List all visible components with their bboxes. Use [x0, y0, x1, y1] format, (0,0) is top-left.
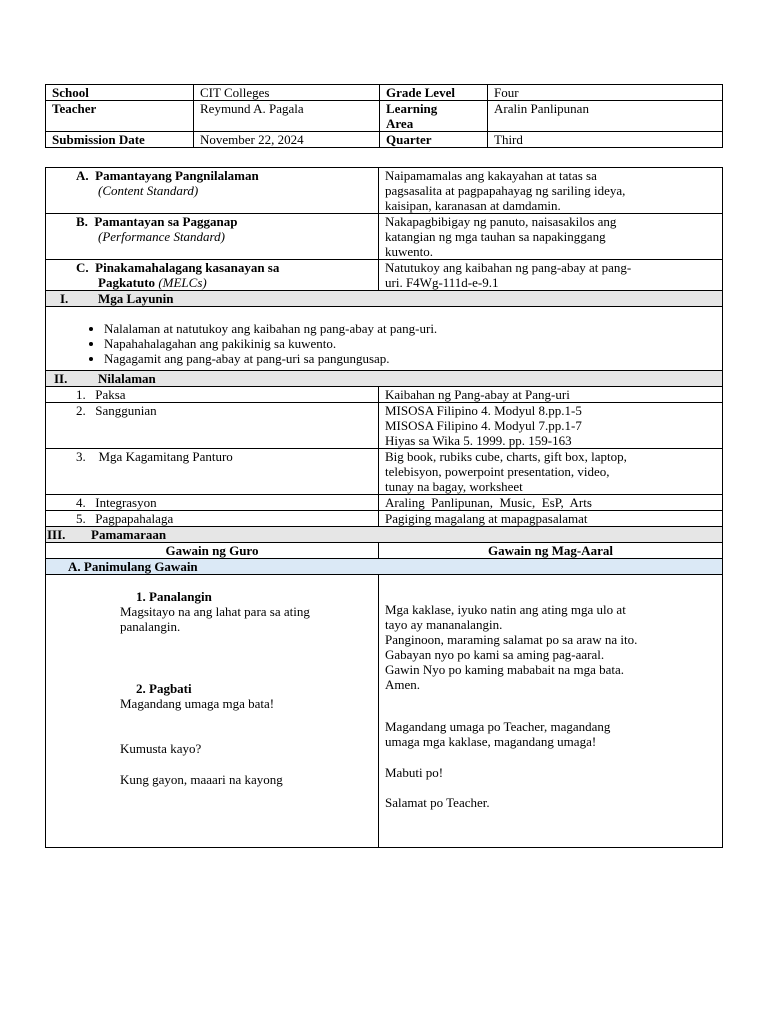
subsection-title: A. Panimulang Gawain [46, 559, 723, 575]
standard-line: Nakapagbibigay ng panuto, naisasakilos ang [385, 214, 617, 229]
standard-letter: A. [76, 168, 89, 183]
list-item: • Napahahalagahan ang pakikinig sa kuwento. [104, 336, 716, 351]
table-row [46, 495, 723, 511]
header-table [45, 84, 723, 148]
teacher-label: Teacher [46, 101, 194, 132]
standard-description [379, 260, 723, 291]
standard-title: Pamantayang Pangnilalaman [95, 168, 259, 183]
item-number: 2. [76, 403, 86, 418]
section-roman: I. [60, 291, 69, 306]
student-activity [379, 575, 723, 848]
quarter-value: Third [488, 132, 723, 148]
learning-area-label [380, 101, 488, 132]
table-row [46, 511, 723, 527]
item-value: Araling Panlipunan, Music, EsP, Arts [385, 495, 592, 510]
teacher-line: Magandang umaga mga bata! [120, 696, 275, 711]
item-number: 4. [76, 495, 86, 510]
standard-title: Pamantayan sa Pagganap [94, 214, 238, 229]
standard-row [46, 260, 723, 291]
column-header-row [46, 543, 723, 559]
objectives-row [46, 307, 723, 371]
student-line: Panginoon, maraming salamat po sa araw na ito. [385, 632, 638, 647]
teacher-line: Magsitayo na ang lahat para sa ating [120, 604, 310, 619]
objectives-list [52, 321, 716, 366]
table-row [46, 403, 723, 449]
subsection-header [46, 559, 723, 575]
column-header-student: Gawain ng Mag-Aaral [379, 543, 723, 559]
student-line: tayo ay mananalangin. [385, 617, 503, 632]
section-roman: III. [47, 527, 66, 542]
standard-line: kuwento. [385, 244, 434, 259]
section-title: Pamamaraan [91, 527, 167, 542]
student-line: Amen. [385, 677, 421, 692]
standard-line: kaisipan, karanasan at damdamin. [385, 198, 561, 213]
standard-line: Naipamamalas ang kakayahan at tatas sa [385, 168, 597, 183]
item-label: Pagpapahalaga [95, 511, 174, 526]
item-number: 3. [76, 449, 86, 464]
section-header-layunin [46, 291, 723, 307]
student-line: Mabuti po! [385, 765, 444, 780]
standard-letter: B. [76, 214, 88, 229]
teacher-line: Kung gayon, maaari na kayong [120, 772, 283, 787]
item-value: Kaibahan ng Pang-abay at Pang-uri [385, 387, 570, 402]
standard-letter: C. [76, 260, 89, 275]
item-label: Paksa [95, 387, 126, 402]
list-item: • Nalalaman at natutukoy ang kaibahan ng pang-abay at pang-uri. [104, 321, 716, 336]
submission-date-value: November 22, 2024 [194, 132, 380, 148]
table-row [46, 387, 723, 403]
column-header-teacher: Gawain ng Guro [46, 543, 379, 559]
section-roman: II. [54, 371, 68, 386]
section-header-pamamaraan [46, 527, 723, 543]
student-line: Gawin Nyo po kaming mababait na mga bata. [385, 662, 624, 677]
standard-title: Pinakamahalagang kasanayan sa [95, 260, 280, 275]
section-title: Mga Layunin [98, 291, 174, 306]
standard-line: Natutukoy ang kaibahan ng pang-abay at pang- [385, 260, 632, 275]
item-value: Hiyas sa Wika 5. 1999. pp. 159-163 [385, 433, 572, 448]
learning-area-label-line2: Area [386, 116, 414, 131]
teacher-line: Kumusta kayo? [120, 741, 202, 756]
standard-line: pagsasalita at pagpapahayag ng sariling ideya, [385, 183, 626, 198]
grade-level-value: Four [488, 85, 723, 101]
item-label: Integrasyon [95, 495, 157, 510]
item-number: 5. [76, 511, 86, 526]
school-value: CIT Colleges [194, 85, 380, 101]
student-line: Magandang umaga po Teacher, magandang [385, 719, 611, 734]
section-header-nilalaman [46, 371, 723, 387]
standard-line: katangian ng mga tauhan sa napakinggang [385, 229, 606, 244]
student-line: umaga mga kaklase, magandang umaga! [385, 734, 597, 749]
standard-row [46, 168, 723, 214]
standard-subtitle: (Performance Standard) [98, 229, 225, 244]
activity-heading: 2. Pagbati [136, 681, 192, 696]
standard-row [46, 214, 723, 260]
item-label: Sanggunian [95, 403, 157, 418]
list-item: • Nagagamit ang pang-abay at pang-uri sa pangungusap. [104, 351, 716, 366]
student-line: Mga kaklase, iyuko natin ang ating mga ulo at [385, 602, 626, 617]
activity-heading: 1. Panalangin [136, 589, 212, 604]
item-value: Big book, rubiks cube, charts, gift box, laptop, [385, 449, 627, 464]
standard-title-line2: Pagkatuto [98, 275, 156, 290]
standard-line: uri. F4Wg-111d-e-9.1 [385, 275, 499, 290]
learning-area-value: Aralin Panlipunan [488, 101, 723, 132]
student-line: Gabayan nyo po kami sa aming pag-aaral. [385, 647, 605, 662]
item-value: MISOSA Filipino 4. Modyul 8.pp.1-5 [385, 403, 582, 418]
grade-level-label: Grade Level [380, 85, 488, 101]
submission-date-label: Submission Date [46, 132, 194, 148]
lesson-plan-table [45, 167, 723, 848]
quarter-label: Quarter [380, 132, 488, 148]
standard-subtitle: (Content Standard) [98, 183, 199, 198]
item-label: Mga Kagamitang Panturo [95, 449, 233, 464]
standard-description [379, 168, 723, 214]
student-line: Salamat po Teacher. [385, 795, 490, 810]
learning-area-label-line1: Learning [386, 101, 438, 116]
item-value: telebisyon, powerpoint presentation, video, [385, 464, 610, 479]
teacher-activity [46, 575, 379, 848]
teacher-line: panalangin. [120, 619, 181, 634]
section-title: Nilalaman [98, 371, 156, 386]
item-value: tunay na bagay, worksheet [385, 479, 523, 494]
standard-description [379, 214, 723, 260]
school-label: School [46, 85, 194, 101]
standard-subtitle: (MELCs) [158, 275, 207, 290]
teacher-value: Reymund A. Pagala [194, 101, 380, 132]
item-number: 1. [76, 387, 86, 402]
item-value: MISOSA Filipino 4. Modyul 7.pp.1-7 [385, 418, 582, 433]
activity-row [46, 575, 723, 848]
item-value: Pagiging magalang at mapagpasalamat [385, 511, 588, 526]
table-row [46, 449, 723, 495]
